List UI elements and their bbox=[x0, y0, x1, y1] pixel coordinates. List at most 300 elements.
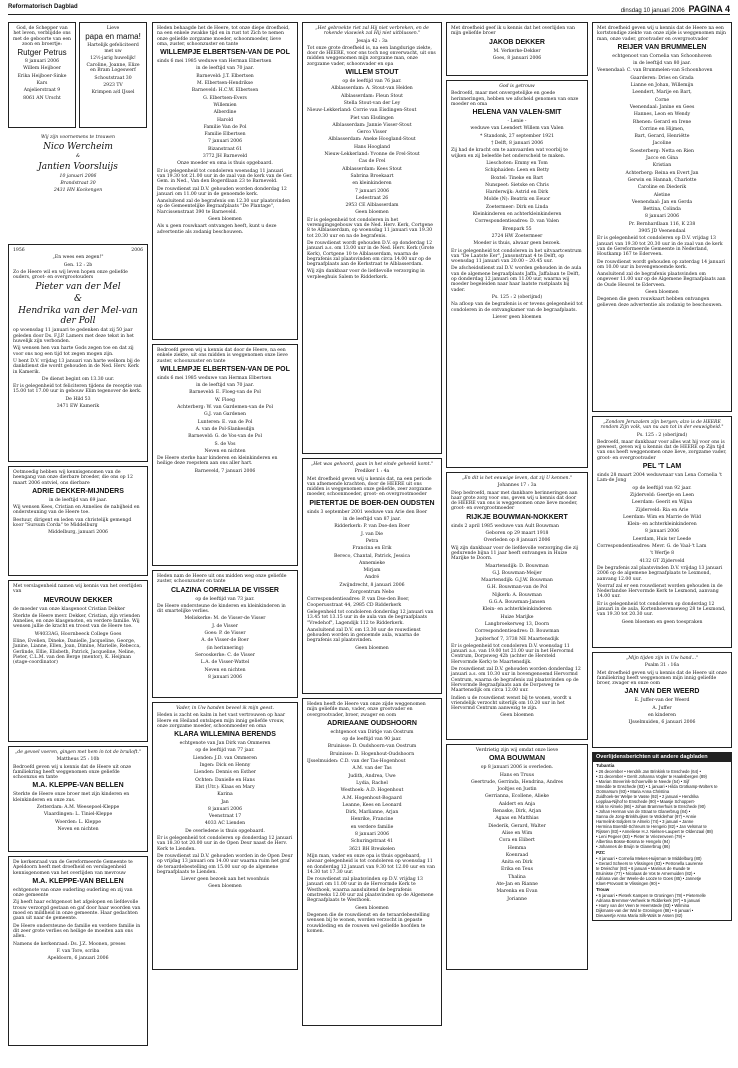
notice-line: Gerwin en Hannah, Charlotte bbox=[627, 177, 697, 183]
notice-line: Correspondentieadres: D. Bouwman bbox=[474, 629, 560, 635]
column-5 bbox=[592, 22, 732, 1060]
notice-line: Lianne en Johan, Willemijn bbox=[630, 83, 694, 89]
death-notice bbox=[8, 466, 148, 576]
deceased-name: RIJKJE BOUWMAN-NOKKERT bbox=[466, 513, 568, 521]
notice-text: De Heere ondersteune de familie en verdere familie in dit zeer grote verlies en heilige de moeiten aan ons allen. bbox=[13, 923, 141, 940]
notice-line: Thalina bbox=[508, 874, 526, 880]
scripture-quote: „Mijn tijden zijn in Uw hand..." bbox=[625, 656, 699, 661]
notice-line: Jesaja 42 : 3a bbox=[356, 38, 388, 44]
notice-line: Overleden op 8 januari 2006 bbox=[483, 538, 551, 544]
notice-line: Klein- en achterkleinkinderen bbox=[627, 522, 697, 528]
notice-text: Zij heeft haar echtgenoot het afgelopen en liefdevolle trouw verzorgd gestaan en gaf door haar woorden van moed en mildheid in onze gemeente. Haar gedachten gaan uit naar de gemeente. bbox=[13, 900, 141, 922]
column-1 bbox=[8, 22, 148, 1060]
notice-line: Wij zijn voornemens te trouwen bbox=[41, 135, 115, 140]
notice-text: Met droefheid geven wij u kennis dat de Heere na een kortstondige ziekte van onze zijde is weggenomen mijn man, onze vader, grootvader en overgrootvader bbox=[597, 26, 726, 42]
notice-text: De rouwdienst zal D.V. gehouden worden donderdag 12 januari om 11.00 uur in de genoemde kerk. bbox=[157, 186, 287, 197]
notice-line: 2006 bbox=[131, 248, 143, 253]
notice-line: Jan bbox=[221, 799, 229, 805]
sidebar-line: • 5 januari • Pieterk Kampen te Groningen (78) • Pieternelle bbox=[596, 893, 706, 898]
notice-line: Vlaardingen: L. Tiniel-Kleppe bbox=[43, 812, 113, 818]
notice-text: Degenen die de rouwdienst en de teraardebestelling wensen bij te wonen, worden verzocht in gepaste rouwkleding en de rouwen wel geliefde hoofden te komen. bbox=[307, 912, 430, 934]
notice-line: Piet van Elsdingen bbox=[350, 115, 394, 121]
column-3 bbox=[302, 22, 442, 1060]
notice-text: Met droefheid geven wij u kennis dat de Heere uit onze familiekring heeft weggenomen mijn innig geliefde broer, zwager en onze oom bbox=[597, 670, 727, 687]
death-notice bbox=[592, 22, 732, 412]
sidebar-line: PZC bbox=[596, 850, 605, 855]
notice-line: Neven en nichten bbox=[204, 667, 246, 673]
notice-line: 2923 TV bbox=[103, 83, 123, 89]
notice-text: sinds 28 maart 2004 weduwnaar van Lena Cornelia 't Lam-de Jong bbox=[597, 473, 722, 484]
notice-line: Hemma bbox=[507, 845, 527, 851]
notice-line: F. van Tore, scriba bbox=[56, 948, 100, 954]
notice-line: Er is gelegenheid tot feliciteren tijdens de receptie van 15.00 tot 17.00 uur in gebouw Elim tegenover de kerk. bbox=[13, 384, 142, 395]
notice-line: G.G.A. Bouwman-Jansen bbox=[488, 600, 546, 606]
notice-line: Johannes 17 : 3a bbox=[497, 483, 537, 489]
notice-line: Pr. Bernhardlaan 116, K 238 bbox=[628, 221, 696, 227]
notice-text: Sterkte de Heere mevr. Dekker, Cristian, zijn vrienden Annelies, en onze klasgenoten, en verdere familie. Wij wensen jullie de kracht en troost van de Heere toe. bbox=[13, 613, 140, 630]
notice-line: 8 januari 2006 bbox=[207, 674, 243, 680]
notice-line: Lienden: Dennis en Esther bbox=[194, 770, 256, 776]
notice-line: Liever geen bezoek aan het woonhuis bbox=[181, 877, 269, 883]
notice-line: in de leeftijd van 87 jaar. bbox=[343, 517, 401, 523]
notice-line: Molde (N): Beatrix en Eeuor bbox=[483, 197, 551, 203]
notice-line: Nieuw-Lekkerland: Yvonne de Frel-Stout bbox=[324, 152, 420, 158]
notice-text: Gelegenheid tot condoleren donderdag 12 januari van 13.45 tot 13.15 uur in de aula van de begraafplaats "Vredehof", Lagendijk 112 te Ridderkerk. bbox=[307, 609, 434, 626]
notice-line: op de leeftijd van 76 jaar. bbox=[342, 79, 402, 85]
notice-line: Bettina, Colinda bbox=[643, 207, 681, 213]
notice-line: Zwijndrecht, 8 januari 2006 bbox=[339, 582, 405, 588]
notice-text: Bestuur, dirigent en leden van christelijk gemengd koor "Sursum Corda" te Middelburg bbox=[13, 517, 132, 529]
notice-line: M. Verkerke-Dekker bbox=[493, 48, 541, 54]
notice-line: Prediker 1 : 4a bbox=[354, 469, 390, 475]
sidebar-line: Bruinisse (77) • Nicolaas de Vos te Arnemuiden (82) • bbox=[596, 871, 696, 876]
column-4 bbox=[446, 22, 588, 1060]
notice-line: 8 januari 2006 bbox=[24, 59, 60, 65]
sidebar-line: • 4 januari • Cornelia Mekes-Huijsman te Middelburg (80) bbox=[596, 856, 702, 861]
notice-line: op de leeftijd van 92 jaar. bbox=[632, 485, 692, 491]
notice-line: Schoutstraat 30 bbox=[94, 75, 132, 81]
notice-text: Na afloop van de begrafenis is er tevens gelegenheid tot condoleren in de ontvangkamer van de begraafplaats. bbox=[451, 302, 583, 313]
sidebar-line: Adriana Bremmer-Verheek te Ridderkerk (97) • 5 januari bbox=[596, 898, 701, 903]
notice-text: Heden heeft de Heere van onze zijde weggenomen mijn geliefde man, vader, onze grootvader en overgrootvader, broer, zwager en oom bbox=[307, 702, 426, 718]
notice-line: Jacco en Gina bbox=[646, 156, 678, 162]
notice-line: Neven en nichten bbox=[57, 826, 99, 832]
notice-line: Geen bloemen bbox=[500, 713, 534, 719]
notice-line: 3905 JD Veenendaal bbox=[638, 229, 686, 235]
notice-line: Zetterdam: A.M. Weesepoel-Kleppe bbox=[36, 805, 120, 811]
death-notice bbox=[152, 22, 298, 340]
sidebar-subtitle: Tubantia bbox=[596, 763, 615, 768]
notice-line: G.H. Bouwman-van de Pol bbox=[486, 585, 548, 591]
newspaper-name: Reformatorisch Dagblad bbox=[8, 4, 78, 10]
notice-text: Correspondentieadres: P. van Dse-den Boer, Cooperusstraat 44, 2985 CD Ridderkerk bbox=[307, 597, 410, 608]
sidebar-line: Rijssen (83) • Anneliese H.J. Nielsen-Laupert te Oldenzaal (88) bbox=[596, 829, 713, 834]
notice-line: G.J. van Gardenen bbox=[203, 412, 247, 418]
notice-line: Kars bbox=[36, 81, 48, 87]
sidebar-line: Adriana van der Weele-de Looze te Goes (85) • Jannetje bbox=[596, 876, 702, 881]
notice-line: Jooltjes en Justin bbox=[497, 787, 537, 793]
notice-line: Alberdine bbox=[213, 110, 237, 116]
sidebar-line: • Leni Pegeer (83) • Pieter te Vriezenveen (79) • bbox=[596, 834, 685, 839]
notice-line: E. Juffer-van der Weerd bbox=[634, 698, 690, 704]
notice-line: papa en mama! bbox=[85, 32, 141, 42]
deceased-name: KLARA WILLEMINA BERENDS bbox=[174, 731, 276, 739]
notice-line: Bruinisse: D. Hogenhout-Oudshoorn bbox=[329, 751, 415, 757]
notice-text: De afscheidsdienst zal D.V. worden gehouden in de aula van de algemene begraafplaats Jaffa, Jaffalaan te Delft, op donderdag 12 januari om 11.00 uur, waarna wij moeder begeleiden naar haar laatste rustplaats bij vader. bbox=[451, 266, 582, 293]
notice-line: Schuringstraat 41 bbox=[350, 839, 394, 845]
notice-line: „En wees een zegen!" bbox=[52, 255, 104, 261]
notice-text: Wij wensen Kees, Cristian en Annelies de nabijheid en ondersteuning van de Heere toe. bbox=[13, 505, 140, 516]
notice-line: Leerdam: Wim en Marrie de Wild bbox=[623, 514, 701, 520]
page-number: 4 bbox=[724, 4, 730, 14]
notice-text: Heden is zacht en kalm in het vast vertrouwen op haar Heere en Heiland ontslapen mijn innig geliefde vrouw, onze zorgzame moeder, schoonmoeder en oma bbox=[157, 713, 286, 729]
notice-text: Heden nam de Heere uit ons midden weg onze geliefde zuster, schoonzuster en tante bbox=[157, 574, 287, 585]
notice-text: Aansluitend zal D.V. om 13.30 uur de rouwdienst gehouden worden in genoemde aula, waarna de begrafenis zal plaatsvinden. bbox=[307, 627, 421, 644]
notice-line: Verdrietig zijn wij omdat onze lieve bbox=[475, 748, 559, 753]
notice-line: Francina en Erik bbox=[352, 546, 392, 552]
notice-line: Gaarderen: Dries en Grada bbox=[630, 75, 694, 81]
notice-line: 12½-jarig huwelijk! bbox=[90, 55, 136, 61]
notice-text: Correspondentieadres: Mevr. G. de Vaal-'t Lam bbox=[597, 544, 707, 550]
deceased-name: MEVROUW DEKKER bbox=[43, 596, 113, 604]
sidebar-line: Trouw bbox=[596, 887, 610, 892]
notice-line: echtgenoot van Cornelia van Schoonhoven bbox=[612, 53, 712, 59]
sidebar-line: Harmelink-Soljders te Almelo (74) • 3 januari • Janne bbox=[596, 819, 694, 824]
notice-line: Geen bloemen bbox=[208, 884, 242, 890]
notice-line: Middelburg, januari 2006 bbox=[48, 530, 108, 536]
notice-line: Lienden: J.D. van Ommeren bbox=[192, 755, 258, 761]
notice-line: Rhenen: Gerard en Irene bbox=[632, 119, 692, 125]
notice-line: Hans en Truus bbox=[499, 772, 535, 778]
anniversary-greeting bbox=[79, 22, 147, 128]
sidebar-line: Klok te Almelo (86) • Johan Brammerhuis te Enschede (90) bbox=[596, 804, 706, 809]
notice-text: Diep bedroefd, maar met dankbare herinneringen aan haar grote zorg voor ons, geven wij u kennis dat door de HEERE van ons is weggenomen onze lieve moeder, groot- en overgrootmoeder bbox=[451, 490, 578, 512]
notice-line: Ridderkerk: P. van Dse-den Boer bbox=[334, 524, 410, 530]
notice-line: echtgenote van Jan Dirk van Ommeren bbox=[179, 741, 271, 747]
notice-text: Er is gelegenheid tot condoleren D.V. woensdag 11 januari a.s. van 19.00 tot 21.00 uur in het Hervormd Centrum, Dorpsweg 42b (achter de Hersteld Hervormde Kerk) te Maartensdijk. bbox=[451, 643, 574, 665]
notice-text: De rouwdienst wordt gehouden op zaterdag 14 januari om 10.00 uur in bovengenoemde kerk. bbox=[597, 259, 725, 270]
notice-line: Barneveld: J.T. Elbertsen bbox=[196, 73, 254, 79]
notice-text: sinds 3 september 2001 weduwe van Arie den Boer bbox=[307, 509, 428, 515]
notice-line: Psalm 31 : 16a bbox=[644, 663, 680, 669]
notice-line: Kristian bbox=[652, 163, 672, 169]
birth-announcement bbox=[8, 22, 76, 128]
scripture-quote: „Het gebroekte riet zal Hij niet verbreken, en de rokende vlaswiek zal Hij niet uitblussen." bbox=[315, 26, 429, 37]
deceased-name: PEL 'T LAM bbox=[642, 463, 682, 471]
notice-text: Zij had de kracht om te aanvaarden wat voorbij te wijken en zij beleefde het onderscheid te maken. bbox=[451, 148, 568, 159]
notice-line: S. de Vos bbox=[214, 441, 236, 447]
notice-line: Caroline, Joanne, Elize en Bram Logeswerf bbox=[86, 63, 140, 74]
notice-line: Geertrude, Gerrinda, Hendrina, Andres bbox=[470, 779, 564, 785]
sidebar-line: Zuidhoek-ter Welpe te Vasse (92) • 2 januari • Hendrika bbox=[596, 794, 699, 799]
notice-line: Marenka en Evan bbox=[496, 889, 538, 895]
notice-line: W. Floeg bbox=[215, 397, 235, 403]
notice-line: Veenendaal: Janine en Gees bbox=[629, 104, 695, 110]
notice-line: Mirjam bbox=[363, 568, 381, 574]
sidebar-line: • Johan Herman van de Straat te Glanerbrug (84) • bbox=[596, 809, 691, 814]
notice-line: Lunteren: E. van de Pol bbox=[197, 419, 253, 425]
notice-line: De Hild 53 bbox=[65, 396, 91, 402]
notice-line: Anita en Dirk bbox=[501, 860, 533, 866]
death-notice bbox=[8, 580, 148, 742]
notice-text: De rouwdienst zal D.V. gehouden worden in de Open Deur op vrijdag 13 januari om 14.00 uur waarna ruim het graf de teraardebestelling om 15.00 uur op de algemene begraafplaats te Lienden. bbox=[157, 853, 293, 875]
notice-line: Maartensdijk: G.J.W. Bouwman bbox=[481, 578, 553, 584]
notice-line: Nico Wercheim bbox=[43, 142, 113, 153]
sidebar-line: Dijkmans-van der Wal te Groningen (88) • 6 januari • bbox=[596, 908, 694, 913]
notice-line: M. Elbertsen-Hendrikse bbox=[197, 81, 253, 87]
notice-line: A. de Visser-de Boer bbox=[201, 638, 249, 644]
notice-line: Geen bloemen bbox=[355, 905, 389, 911]
notice-line: Diederik, Gerard, Walter bbox=[488, 823, 546, 829]
notice-line: Sabrina Broekaart bbox=[350, 173, 394, 179]
notice-line: A.M. Hogenhout-Bogaard bbox=[342, 795, 402, 801]
notice-line: Anjelierstraat 9 bbox=[23, 88, 61, 94]
deceased-name: CLAZINA CORNELIA DE VISSER bbox=[171, 586, 279, 594]
notice-line: Nunspeet: Sietske en Chris bbox=[485, 182, 549, 188]
notice-line: G. Elbertsen-Evers bbox=[203, 95, 247, 101]
notice-line: † Delft, 8 januari 2006 bbox=[490, 141, 544, 147]
notice-line: Corrine en Hijmen, bbox=[639, 126, 685, 132]
sidebar-line: • Gerard Scheers te Vlissingen (83) • Petronella Laurense bbox=[596, 861, 703, 866]
notice-line: Corne bbox=[654, 97, 670, 103]
notice-line: Dirk, Marlianne, Arjan bbox=[345, 810, 399, 816]
notice-line: 't Werfje 8 bbox=[649, 551, 675, 557]
notice-text: Namens de kerkenraad: Ds. J.Z. Moonen, preses bbox=[13, 941, 126, 947]
notice-line: Lieve bbox=[106, 26, 120, 31]
notice-line: Schiphaiden: Leen en Betty bbox=[484, 168, 550, 174]
notice-text: Bedroefd geven wij u kennis dat de Heere uit onze familiekring heeft weggenomen onze geliefde schoonzus en tante bbox=[13, 764, 132, 781]
death-notice bbox=[152, 570, 298, 698]
notice-line: Barneveld, 7 januari 2006 bbox=[194, 468, 256, 474]
notice-text: Bedroefd, maar dankbaar voor alles wat hij voor ons is geweest, geven wij u kennis dat de HEERE op Zijn tijd van ons heeft weggenomen onze lieve, zorgzame vader, groot- en overgrootvader bbox=[597, 439, 727, 461]
notice-line: Wij wensen hen van harte Gods zegen toe en dat zij voor ons nog een tijd tot zegen mogen zijn. bbox=[13, 346, 134, 357]
notice-line: Serooskerke: C. de Visser bbox=[195, 652, 255, 658]
notice-text: Met droefheid geef ik u kennis dat het overlijden van mijn geliefde broer bbox=[451, 26, 575, 37]
notice-line: Hans Hoogland bbox=[353, 144, 391, 150]
notice-text: sinds 6 mei 1985 weduwe van Herman Elbertsen bbox=[157, 375, 272, 381]
notice-text: Sterkte de Heere onze broer met zijn kinderen en kleinkinderen en onze zus. bbox=[13, 792, 130, 803]
notice-line: 3621 BH Breukelen bbox=[349, 846, 395, 852]
notice-line: Soesterberg: Netta en Rien bbox=[630, 148, 694, 154]
notice-line: Elst (Utr.): Klaas en Mary bbox=[195, 784, 255, 790]
notice-line: 2431 HN Kockengen bbox=[53, 188, 103, 194]
notice-text: Als u geen rouwkaart ontvangen heeft, kunt u deze advertentie als zodanig beschouwen. bbox=[157, 224, 277, 235]
notice-line: Goes: P. de Visser bbox=[204, 631, 246, 637]
notice-line: 8 januari 2006 bbox=[354, 832, 390, 838]
death-notice bbox=[592, 416, 732, 648]
notice-line: & bbox=[75, 154, 81, 160]
notice-line: Ate-Jan en Rianne bbox=[496, 882, 538, 888]
notice-line: 8061 AN Urscht bbox=[23, 95, 61, 101]
notice-text: Er is gelegenheid tot condoleren op donderdag 12 januari in de aula, Kortenhoevenseweg 28 te Lexmond, van 19.30 tot 20.30 uur. bbox=[597, 601, 726, 618]
notice-line: A. Juffer bbox=[652, 705, 672, 711]
notice-line: J. de Visser bbox=[212, 623, 238, 629]
notice-text: De begrafenis zal plaatsvinden D.V. vrijdag 13 januari 2006 op de algemene begraafplaats te Lexmond, aanvang 12.00 uur. bbox=[597, 565, 723, 582]
notice-line: Achterberg: Reina en Evert Jan bbox=[625, 170, 699, 176]
notice-line: Familie Elbertsen bbox=[204, 132, 246, 138]
death-notice bbox=[592, 652, 732, 748]
notice-line: Geen bloemen bbox=[355, 645, 389, 651]
deceased-name: OMA BOUWMAN bbox=[488, 755, 546, 763]
deceased-name: M.A. KLEPPE-VAN BELLEN bbox=[32, 877, 124, 885]
notice-line: Aaldert en Anja bbox=[498, 801, 536, 807]
sidebar-title: Overlijdensberichten uit andere dagbladen bbox=[593, 753, 731, 762]
notice-text: de moeder van onze klasgenoot Cristian Dekker bbox=[13, 606, 126, 612]
page-header bbox=[8, 4, 730, 15]
notice-text: echtgenote van onze ouderling ouderling en zij van onze gemeente bbox=[13, 887, 133, 899]
notice-line: Zo de Heere wil en wij leven hopen onze geliefde ouders, groot- en overgrootouders bbox=[13, 269, 128, 281]
deceased-name: REIJER VAN BRUMMELEN bbox=[617, 43, 707, 51]
death-notice bbox=[446, 472, 588, 740]
notice-line: Koenraad bbox=[505, 852, 529, 858]
notice-text: Voorraf zal er een rouwdienst worden gehouden in de Nederlandse Hervormde Kerk te Lexmond, aanvang 14.00 uur. bbox=[597, 583, 723, 600]
notice-line: Neven en nichten bbox=[204, 448, 246, 454]
notice-line: De overledene is thuis opgebaard. bbox=[185, 828, 265, 834]
notice-line: Alise en Wim bbox=[501, 830, 533, 836]
sidebar-line: • Johannes de Bruijn te Glanerbrug (86) bbox=[596, 844, 670, 849]
notice-line: 4033 AC Lienden bbox=[204, 821, 246, 827]
notice-line: 8 januari 2006 bbox=[644, 529, 680, 535]
notice-text: Er is gelegenheid tot condoleren in het uitvaartcentrum van "De Laatste Eer", Jansonstraat 4 te Delft, op woensdag 11 januari van 20.00 – 20.45 uur. bbox=[451, 248, 582, 265]
scripture-quote: Vader, in Uw handen beveel ik mijn geest. bbox=[176, 706, 274, 711]
notice-line: Veenstraat 17 bbox=[208, 814, 242, 820]
notice-line: op de leeftijd van 73 jaar. bbox=[195, 596, 255, 602]
notice-line: 4132 GT Zijderveld bbox=[639, 558, 685, 564]
notice-line: IJsselmuiden, 6 januari 2006 bbox=[628, 720, 696, 726]
notice-line: Krimpen a/d IJssel bbox=[91, 90, 135, 96]
notice-line: Willem Heijboer bbox=[23, 66, 61, 72]
notice-line: op de leeftijd van 77 jaar. bbox=[195, 748, 255, 754]
notice-line: Klein- en achterkleinkinderen bbox=[482, 607, 552, 613]
scripture-quote: God is getrouw bbox=[499, 84, 535, 89]
notice-line: Alblasserdam: Kees Stout bbox=[342, 166, 402, 172]
notice-line: in de leeftijd van 70 jaar. bbox=[196, 66, 254, 72]
notice-line: 8 januari 2006 bbox=[644, 214, 680, 220]
notice-text: Tot onze grote droefheid is, na een langdurige ziekte, door de HEERE, voor ons toch nog onverwacht, uit ons midden weggenomen mijn zorgzame man, onze zorgzame vader, schoonvader en opa bbox=[307, 45, 436, 67]
notice-line: Alblasserdam: A. Stout-van Helden bbox=[331, 86, 413, 92]
deceased-name: ADRIEAANE OUDSHOORN bbox=[327, 719, 417, 727]
notice-line: Meliskerke: M. de Visser-de Visser bbox=[184, 616, 266, 622]
notice-line: Hartelijk gefeliciteerd met uw bbox=[87, 43, 139, 54]
notice-line: Zijderveld: Ria en Arie bbox=[635, 507, 689, 513]
page-label: PAGINA bbox=[688, 4, 723, 14]
notice-line: Familie Van de Pol bbox=[203, 124, 247, 130]
notice-text: Bedroefd geven wij u kennis dat door de Heere, na een enkele ziekte, uit ons midden is weggenomen onze lieve zuster, schoonzuster en tante bbox=[157, 348, 288, 364]
notice-line: Moeder is thuis, alwaar geen bezoek. bbox=[473, 241, 561, 247]
notice-line: 3471 EW Kamerik bbox=[56, 404, 100, 410]
sidebar-line: Dieuwertje Anna Maria Silk-Wals te Assen (82) bbox=[596, 913, 683, 918]
notice-line: Alblasserdam: Fleun Stout bbox=[341, 93, 403, 99]
wedding-announcement bbox=[8, 132, 148, 240]
notice-line: 10 januari 2006 bbox=[59, 173, 97, 179]
death-notice bbox=[446, 22, 588, 76]
notice-text: Er is gelegenheid tot condoleren in het verenigingsgebouw van de Ned. Herv. Kerk, Cortgene 8 te Alblasserdam, op woensdag 11 januari van 19.30 tot 20.30 uur en na de begrafenis. bbox=[307, 217, 433, 239]
scripture-quote: „Zondom Jeruzalem zijn bergen; alzo is de HEERE rondom Zijn volk, van nu aan tot in der eeuwigheid." bbox=[600, 420, 724, 431]
notice-line: Boxtel: Tineke en Bart bbox=[490, 175, 544, 181]
notice-line: Onze moeder en oma is thuis opgebaard. bbox=[177, 161, 273, 167]
notice-line: Goes, 8 januari 2006 bbox=[492, 55, 542, 61]
notice-text: Veenendaal: C. van Brummelen-van Schoonhoven bbox=[597, 68, 713, 74]
notice-line: Pieter van der Mel bbox=[35, 282, 121, 293]
sidebar-line: Smedde te Enschede (83) • 1 januari • Hilda Grotkamp-Wolters te Ootmarsum (93) • Maria Anna Christina bbox=[596, 784, 718, 794]
sidebar-line: Kloet-Provoost te Vlissingen (90) • bbox=[596, 881, 660, 886]
notice-line: Jantien Voorsluijs bbox=[38, 161, 118, 172]
notice-text: De kerkenraad van de Gereformeerde Gemeente te Apeldoorn heeft met droefheid en verslagenheid kennisgenomen van het overlijden van mevrouw bbox=[13, 860, 133, 876]
sidebar-line: Lepplaa-Nijhof te Enschede (90) • Maasje Schoppert- bbox=[596, 799, 695, 804]
notice-line: Caroline en Diederik bbox=[637, 185, 687, 191]
notice-line: - Lenie - bbox=[507, 119, 527, 125]
deceased-name: WILLEMPJE ELBERTSEN-VAN DE POL bbox=[160, 49, 290, 57]
notice-text: Indien u de rouwdienst wenst bij te wonen, wordt u vriendelijk verzocht uiterlijk om 10.20 uur in het Hervormd Centrum aanwezig te zijn. bbox=[451, 695, 572, 712]
notice-line: Cas de Frel bbox=[358, 159, 386, 165]
sidebar-line: • Harry van der Veen te Heemstede (83) • Wilmina bbox=[596, 903, 690, 908]
notice-line: Ingen: Dick en Henny bbox=[199, 763, 251, 769]
notice-line: Maartensdijk: D. Bouwman bbox=[485, 563, 549, 569]
notice-line: Karina bbox=[217, 792, 233, 798]
notice-line: 2724 HW Zoetermeer bbox=[491, 233, 543, 239]
notice-text: Met droefheid geven wij u kennis dat, na een periode van afnemende krachten, door de HEERE uit ons midden is weggenomen onze geliefde, zeer zorgzame moeder, schoonmoeder, groot- en overgrootmoeder bbox=[307, 476, 432, 498]
notice-line: Hannes, Leon en Wendy bbox=[633, 112, 691, 118]
notice-line: Barneveld: E. Floeg-van de Pol bbox=[189, 390, 261, 396]
death-notice bbox=[8, 746, 148, 852]
deceased-name: WILLEM STOUT bbox=[345, 69, 399, 77]
notice-line: Barneveld: G. de Vos-van de Pol bbox=[188, 434, 262, 440]
sidebar-line: Sanna de Jong-Brinkhuijsen te Wolderhar (97) • Annie bbox=[596, 814, 697, 819]
notice-text: De rouwdienst zal plaatsvinden op D.V. vrijdag 13 januari om 11.00 uur in de Hervormde Kerk te Westhoek, waarna aansluitend de begrafenis omstreeks 12.00 uur zal plaatsvinden op de Algemene Begraafplaats te Westhoek. bbox=[307, 877, 434, 904]
notice-line: Jorianne bbox=[507, 896, 527, 902]
scripture-quote: „En dit is het eeuwige leven, dat zij U kennen." bbox=[461, 476, 573, 481]
notice-text: Aansluitend zal de begrafenis plaatsvinden om ongeveer 11.00 uur op de Algemene Begraafplaats aan de Oude Heuvel te Ederveen. bbox=[597, 272, 726, 288]
notice-line: André bbox=[364, 575, 380, 581]
scripture-quote: „Het was gehoord, gaan in het einde geheeld komt." bbox=[310, 462, 434, 467]
notice-line: Ps. 125 : 2 (oberijmd) bbox=[636, 432, 688, 438]
notice-text: Bedroefd, maar met onvergetelijke en goede herinneringen, hebben we afscheid genomen van onze moeder en oma bbox=[451, 91, 579, 107]
notice-line: Alblasserdam: Jannie Visser-Stout bbox=[332, 122, 412, 128]
notice-line: en kleinkinderen bbox=[352, 181, 392, 187]
notice-line: L.A. de Visser-Wattel bbox=[200, 660, 250, 666]
notice-line: Bereco, Chantal, Patrick, Jessica bbox=[334, 553, 410, 559]
notice-line: * Standonk, 27 september 1921 bbox=[479, 133, 555, 139]
notice-line: Lydia, Rachel bbox=[356, 780, 388, 786]
notice-line: Judith, Andrea, Uwe bbox=[348, 773, 396, 779]
sidebar-line: • 31 december • Gerrit Johanna Vogler te Haaksbergen (89) bbox=[596, 774, 707, 779]
notice-line: Agaas en Matthias bbox=[495, 816, 539, 822]
notice-text: Er is gelegenheid tot condoleren op D.V. vrijdag 13 januari van 19.30 tot 20.30 uur in de zaal van de kerk van de Gereformeerde Gemeente in Nederland, Houtkamp 167 te Ederveen. bbox=[597, 236, 723, 258]
notice-line: Liever geen bloemen bbox=[492, 314, 542, 320]
deceased-name: ADRIE DEKKER-MIJNDERS bbox=[32, 487, 124, 495]
notice-line: Alblasserdam: Aneke Hoogland-Stout bbox=[328, 137, 416, 143]
notice-text: sinds 2 april 1985 weduwe van Ault Bouwman bbox=[451, 523, 559, 529]
death-notice bbox=[446, 744, 588, 970]
notice-line: Barneveld: H.C.W. Elbertsen bbox=[191, 88, 259, 94]
notice-line: Erika en Teus bbox=[501, 867, 533, 873]
notice-line: (in herinnering) bbox=[206, 645, 244, 651]
notice-line: en verdere familie bbox=[350, 824, 394, 830]
notice-line: & bbox=[73, 294, 82, 305]
notice-text: Met verslagenheid namen wij kennis van het overlijden van bbox=[13, 584, 143, 595]
notice-line: echtgenoot van Dirkje van Oostrum bbox=[330, 729, 414, 735]
deceased-name: JAN VAN DER WEERD bbox=[624, 688, 700, 696]
notice-line: Petra bbox=[365, 538, 379, 544]
notice-line: Achterberg: W. van Gardemen-van de Pol bbox=[177, 405, 273, 411]
deceased-name: PIETERTJE DE BOER-DEN OUDSTEN bbox=[309, 499, 435, 507]
notice-line: Langbroekerweg 13, Doorn bbox=[484, 621, 550, 627]
notice-line: Westhoek: A.D. Hogenhout bbox=[340, 788, 404, 794]
notice-text: Wij zijn dankbaar voor de liefdevolle verzorging die zij gedurende bijna 11 jaar heeft ontvangen in Huize Marijke te Doorn. bbox=[451, 545, 579, 562]
notice-line: Hendrika van der Mel-van der Poll bbox=[18, 306, 138, 327]
notice-line: Renaske, Dirk, Arjan bbox=[492, 809, 542, 815]
notice-line: Harold bbox=[216, 117, 234, 123]
